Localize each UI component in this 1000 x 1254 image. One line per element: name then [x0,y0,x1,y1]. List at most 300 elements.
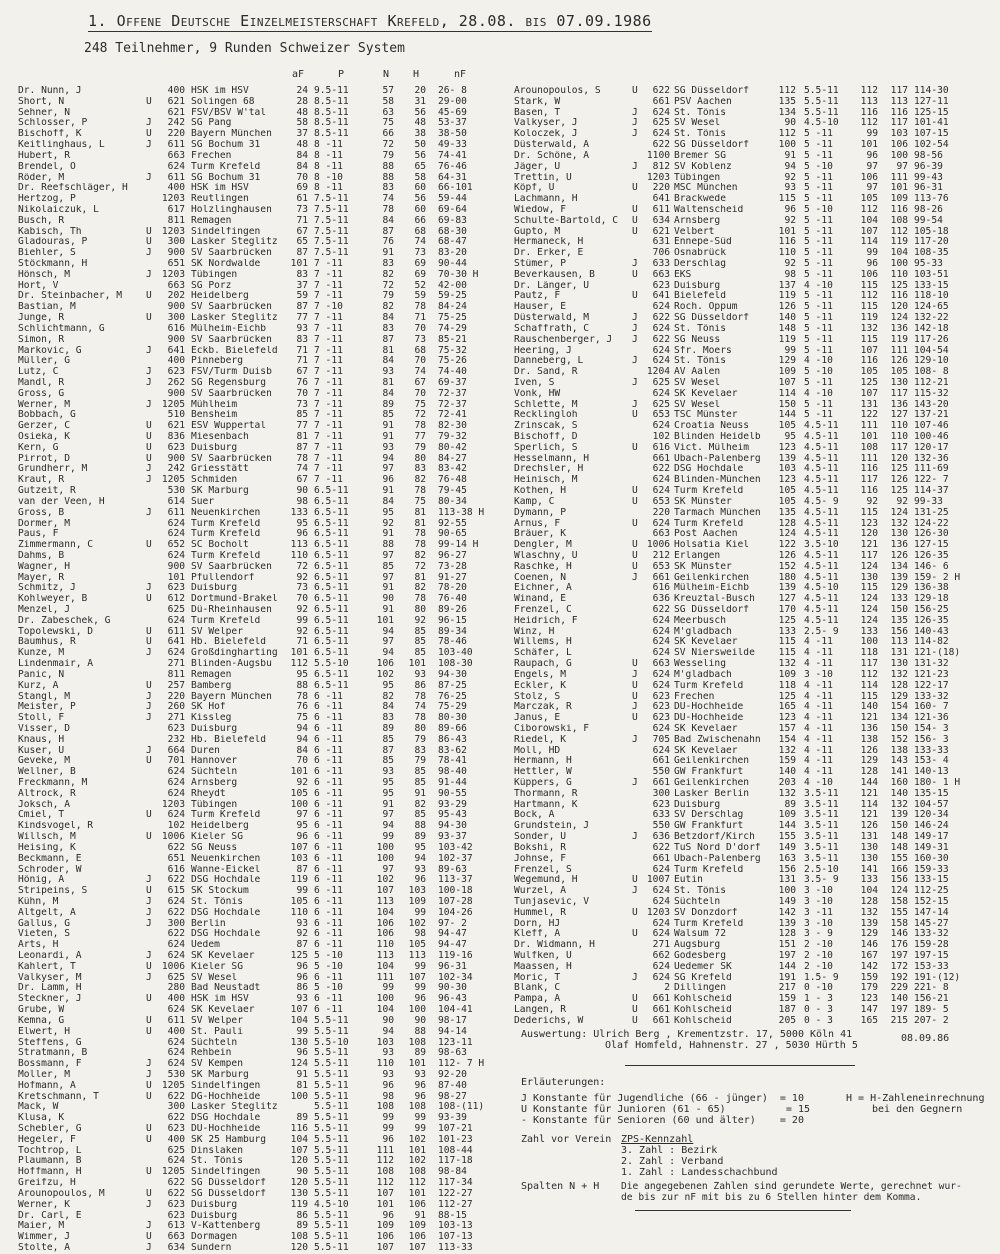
zps: 623 [652,691,670,702]
nf: 159- 2 H [914,572,961,583]
h: 197 [890,951,908,961]
zps: 653 [652,561,670,572]
n: 112 [376,1156,394,1167]
player-name: Gross, G [18,388,65,399]
af: 107 [290,1005,308,1016]
player-name: Hoffmann, H [18,1167,82,1178]
zps: 1204 [646,367,670,378]
points: 5.5-11 [314,1124,349,1134]
zps: 280 [167,983,185,994]
result-row [18,1211,508,1222]
verein: Rehbein [191,1048,232,1059]
nf: 68-47 [438,237,467,248]
h: 59 [414,291,426,302]
zps: 812 [652,161,670,172]
zps: 611 [167,172,185,183]
af: 90 [784,118,796,129]
verein: Sundern [191,1242,232,1253]
zps: 550 [652,821,670,832]
zps: 661 [652,994,670,1005]
points: 5 -11 [804,259,833,269]
player-name: Winand, E [514,594,566,605]
result-row [514,702,994,713]
zps: 257 [167,680,185,691]
points: 3 - 9 [804,929,833,940]
zps: 623 [167,583,185,594]
points: 6 -11 [314,832,343,843]
player-name: Wellner, B [18,767,76,778]
konstante: U [632,410,638,421]
zps: 624 [652,626,670,637]
konstante: U [146,832,152,843]
verein: Derschlag [674,259,726,269]
n: 116 [860,464,878,475]
n: 105 [860,367,878,378]
h: 102 [408,1134,426,1145]
nf: 189- 5 [914,1005,949,1016]
verein: Mühlheim [191,399,238,410]
n: 121 [860,540,878,551]
zps: 663 [167,150,185,161]
points: 3.5- 9 [804,875,839,886]
af: 61 [296,194,308,205]
zps: 102 [652,432,670,442]
af: 104 [290,1134,308,1145]
verein: Remagen [191,215,232,226]
zps: 623 [167,1124,185,1134]
nf: 156-21 [914,994,949,1005]
verein: SG Düsseldorf [674,313,750,324]
result-row [18,270,508,281]
h: 69 [414,269,426,280]
h: 99 [414,1113,426,1124]
verein: Großdingharting [191,648,278,659]
verein: Süchteln [674,896,721,907]
verein: Duisburg [191,1199,238,1210]
h: 131 [890,648,908,659]
h: 94 [414,853,426,864]
af: 163 [778,853,796,864]
verein: SK Münster [674,561,732,572]
player-name: Heidrich, F [514,615,578,626]
nf: 107-21 [438,1124,473,1134]
verein: SV Saarbrücken [191,248,272,259]
nf: 153- 4 [914,756,949,767]
player-name: Short, N [18,96,65,107]
verein: SK Kevelaer [191,1005,255,1016]
zps: 634 [167,1242,185,1253]
player-name: Panic, N [18,669,65,680]
player-name: Beverkausen, B [514,269,595,280]
zps: 621 [652,226,670,237]
player-name: Danneberg, L [514,356,584,367]
af: 119 [290,1199,308,1210]
player-name: Altrock, R [18,788,76,799]
zps: 653 [652,410,670,421]
n: 112 [860,669,878,680]
af: 105 [778,486,796,497]
result-row [18,746,508,757]
verein: SV Welper [191,1015,243,1026]
points: 5.5-11 [314,1113,349,1124]
zps: 617 [167,204,185,215]
zps: 623 [652,702,670,713]
verein: M'gladbach [674,626,732,637]
konstante: U [632,226,638,237]
zps: 624 [167,778,185,788]
h: 99 [414,983,426,994]
konstante: J [146,345,152,356]
af: 170 [778,605,796,615]
zps: 633 [652,810,670,821]
af: 84 [296,161,308,172]
n: 119 [860,313,878,324]
result-row [18,118,508,129]
nf: 124-65 [914,302,949,313]
n: 117 [860,659,878,670]
konstante: U [632,215,638,226]
player-name: Stümer, P [514,259,566,269]
result-row [514,118,994,129]
af: 155 [778,832,796,843]
n: 96 [382,1134,394,1145]
verein: Sindelfingen [191,1167,261,1178]
konstante: U [146,421,152,432]
result-row [514,367,994,378]
result-row [18,259,508,270]
points: 3 -11 [804,907,833,918]
af: 76 [296,702,308,713]
h: 150 [890,821,908,832]
af: 71 [296,637,308,648]
nf: 191-(12) [914,972,961,983]
af: 126 [778,550,796,561]
h: 132 [890,669,908,680]
nf: 74-29 [438,323,467,334]
player-name: Dr. Steinbacher, M [18,291,122,302]
af: 94 [296,734,308,745]
af: 101 [290,648,308,659]
result-row [18,486,508,497]
konstante: U [632,496,638,507]
af: 93 [296,994,308,1005]
nf: 133-32 [914,929,949,940]
nf: 149-17 [914,832,949,843]
points: 5 -11 [804,194,833,205]
points: 5 -11 [804,248,833,259]
konstante: U [146,1124,152,1134]
player-name: Engels, M [514,669,566,680]
result-row [18,454,508,465]
nf: 108-44 [438,1145,473,1156]
player-name: Kahlert, T [18,961,76,972]
result-row [514,497,994,508]
verein: Hannover [191,756,238,767]
nf: 115-32 [914,388,949,399]
verein: Bayern München [191,691,272,702]
verein: M'gladbach [674,669,732,680]
h-note-line-1: H = H-Zahleneinrechnung [846,1093,985,1104]
nf: 114-82 [914,637,949,648]
nf: 129-10 [914,356,949,367]
nf: 83-20 [438,248,467,259]
verein: Eutin [674,875,703,886]
konstante: U [146,1091,152,1102]
points: 0 -10 [804,983,833,994]
verein: EKS [674,269,692,280]
zps: 102 [167,821,185,832]
points: 6.5-11 [314,605,349,615]
document-subtitle: 248 Teilnehmer, 9 Runden Schweizer System [84,41,405,56]
verein: SK Münster [674,496,732,507]
zps: 611 [167,140,185,151]
af: 125 [778,615,796,626]
verein: Kohlscheid [674,994,732,1005]
nf: 104-26 [438,907,473,918]
result-row [18,1167,508,1178]
konstante: J [146,745,152,756]
af: 92 [784,259,796,269]
zps: 622 [167,875,185,886]
points: 7.5-11 [314,248,349,259]
result-row [514,551,994,562]
h: 82 [414,799,426,810]
bottom-rule [635,1210,851,1211]
verein: Turm Krefeld [191,518,261,529]
zps: 510 [167,410,185,421]
points: 4.5-11 [804,475,839,486]
player-name: Keitlinghaus, L [18,140,105,151]
player-name: Markovic, G [18,345,82,356]
h: 99 [414,907,426,918]
verein: Hb. Bielefeld [191,734,267,745]
verein: Pinneberg [191,356,243,367]
verein: PSV Aachen [674,96,732,107]
player-name: Arts, H [18,940,59,951]
result-row [514,692,994,703]
zps: 621 [167,107,185,118]
af: 105 [778,496,796,507]
h: 117 [890,118,908,129]
af: 100 [778,140,796,151]
result-row [18,551,508,562]
af: 197 [778,951,796,961]
af: 133 [290,507,308,518]
konstante: J [632,669,638,680]
nf: 120-17 [914,442,949,453]
zps: 260 [167,702,185,713]
nf: 96-15 [438,615,467,626]
points: 3.5-11 [804,810,839,821]
af: 70 [296,172,308,183]
af: 109 [778,810,796,821]
zps: 623 [167,723,185,734]
verein: Arnsberg [191,778,238,788]
verein: SK Kevelaer [674,637,738,648]
af: 96 [784,204,796,215]
result-row [514,648,994,659]
zps: 663 [167,280,185,291]
player-name: Leonardi, A [18,951,82,961]
nf: 114-30 [914,86,949,96]
konstante: U [146,594,152,605]
h: 105 [890,367,908,378]
player-name: Thormann, R [514,788,578,799]
result-row [514,616,994,627]
nf: 154- 3 [914,723,949,734]
n: 96 [866,150,878,161]
nf: 92-20 [438,1069,467,1080]
af: 99 [296,615,308,626]
n: 147 [860,1005,878,1016]
points: 4 -11 [804,723,833,734]
nf: 121-23 [914,669,949,680]
n: 100 [376,853,394,864]
h: 89 [414,832,426,843]
h: 108 [408,1037,426,1048]
points: 4 -11 [804,713,833,724]
af: 110 [290,907,308,918]
n: 101 [376,1199,394,1210]
h: 116 [890,204,908,215]
zps: 220 [167,691,185,702]
verein: SK 25 Hamburg [191,1134,267,1145]
result-row [18,216,508,227]
h: 93 [414,1069,426,1080]
n: 107 [376,1242,394,1253]
af: 159 [778,756,796,767]
result-row [18,692,508,703]
verein: Mülheim-Eichb [674,583,750,594]
player-name: Knaus, H [18,734,65,745]
h: 75 [414,399,426,410]
n: 99 [866,248,878,259]
result-row [18,1113,508,1124]
verein: Duisburg [191,1210,238,1221]
af: 126 [778,302,796,313]
n: 107 [376,1188,394,1199]
result-row [514,194,994,205]
points: 7 -11 [314,334,343,345]
verein: DSG Hochdale [191,1113,261,1124]
player-name: Moll, HD [514,745,561,756]
konstante: J [632,886,638,897]
header-h: H [413,69,420,80]
points: 4 -10 [804,778,833,788]
player-name: Schulte-Bartold, C [514,215,618,226]
result-row [514,735,994,746]
h: 73 [414,334,426,345]
points: 6 -11 [314,972,343,983]
nf: 113-38 H [438,507,485,518]
result-row [514,810,994,821]
n: 104 [376,1005,394,1016]
zps: 624 [652,107,670,118]
af: 132 [778,788,796,799]
af: 108 [290,1232,308,1243]
af: 98 [784,269,796,280]
n: 92 [866,496,878,507]
verein: SV Saarbrücken [191,561,272,572]
points: 6 -11 [314,875,343,886]
points: 5.5-11 [314,1134,349,1145]
h: 78 [414,529,426,540]
result-row [18,735,508,746]
h: 99 [414,1124,426,1134]
zps-bezirk: 3. Zahl : Bezirk [621,1145,718,1156]
spalten-text-2: de bis zur nF mit bis zu 6 Stellen hinter dem Komma. [621,1192,922,1203]
verein: Lasker Steglitz [191,1102,278,1113]
nf: 103-40 [438,648,473,659]
n: 91 [382,529,394,540]
n: 85 [382,756,394,767]
verein: Geilenkirchen [674,778,750,788]
n: 89 [382,399,394,410]
n: 104 [376,907,394,918]
verein: Croatia Neuss [674,421,750,432]
result-row [514,637,994,648]
n: 130 [860,853,878,864]
n: 107 [860,388,878,399]
header-af: aF [292,69,305,80]
konstante: J [146,951,152,961]
nf: 78-41 [438,756,467,767]
points: 5.5-10 [314,1037,349,1048]
zps: 622 [167,1091,185,1102]
verein: Dormagen [191,1232,238,1243]
result-row [514,432,994,443]
konstante: J [632,778,638,788]
h: 48 [414,118,426,129]
af: 109 [778,367,796,378]
n: 78 [382,204,394,215]
nf: 136-38 [914,583,949,594]
h: 101 [408,659,426,670]
nf: 98-40 [438,767,467,778]
nf: 69-37 [438,377,467,388]
player-name: Schmitz, J [18,583,76,594]
result-row [18,1221,508,1232]
af: 139 [778,918,796,929]
verein: Waltenscheid [674,204,744,215]
n: 89 [382,723,394,734]
result-row [18,919,508,930]
points: 5 -11 [804,140,833,151]
h: 103 [408,886,426,897]
af: 94 [296,723,308,734]
points: 4 -10 [804,356,833,367]
zps: 625 [652,377,670,388]
verein: Uedemer SK [674,961,732,972]
points: 7.5-11 [314,194,349,205]
result-row [514,389,994,400]
points: 5.5-11 [314,1178,349,1189]
verein: Turm Krefeld [191,161,261,172]
h: 109 [408,896,426,907]
zps: 624 [652,323,670,334]
af: 122 [778,540,796,551]
zps: 624 [167,940,185,951]
verein: St. Tönis [674,323,726,334]
h: 65 [414,161,426,172]
result-row [18,583,508,594]
player-name: Tochtrop, L [18,1145,82,1156]
points: 4 -11 [804,648,833,659]
af: 48 [296,140,308,151]
verein: St. Tönis [674,129,726,140]
verein: SK Kevelaer [674,388,738,399]
player-name: Kothen, H [514,486,566,497]
